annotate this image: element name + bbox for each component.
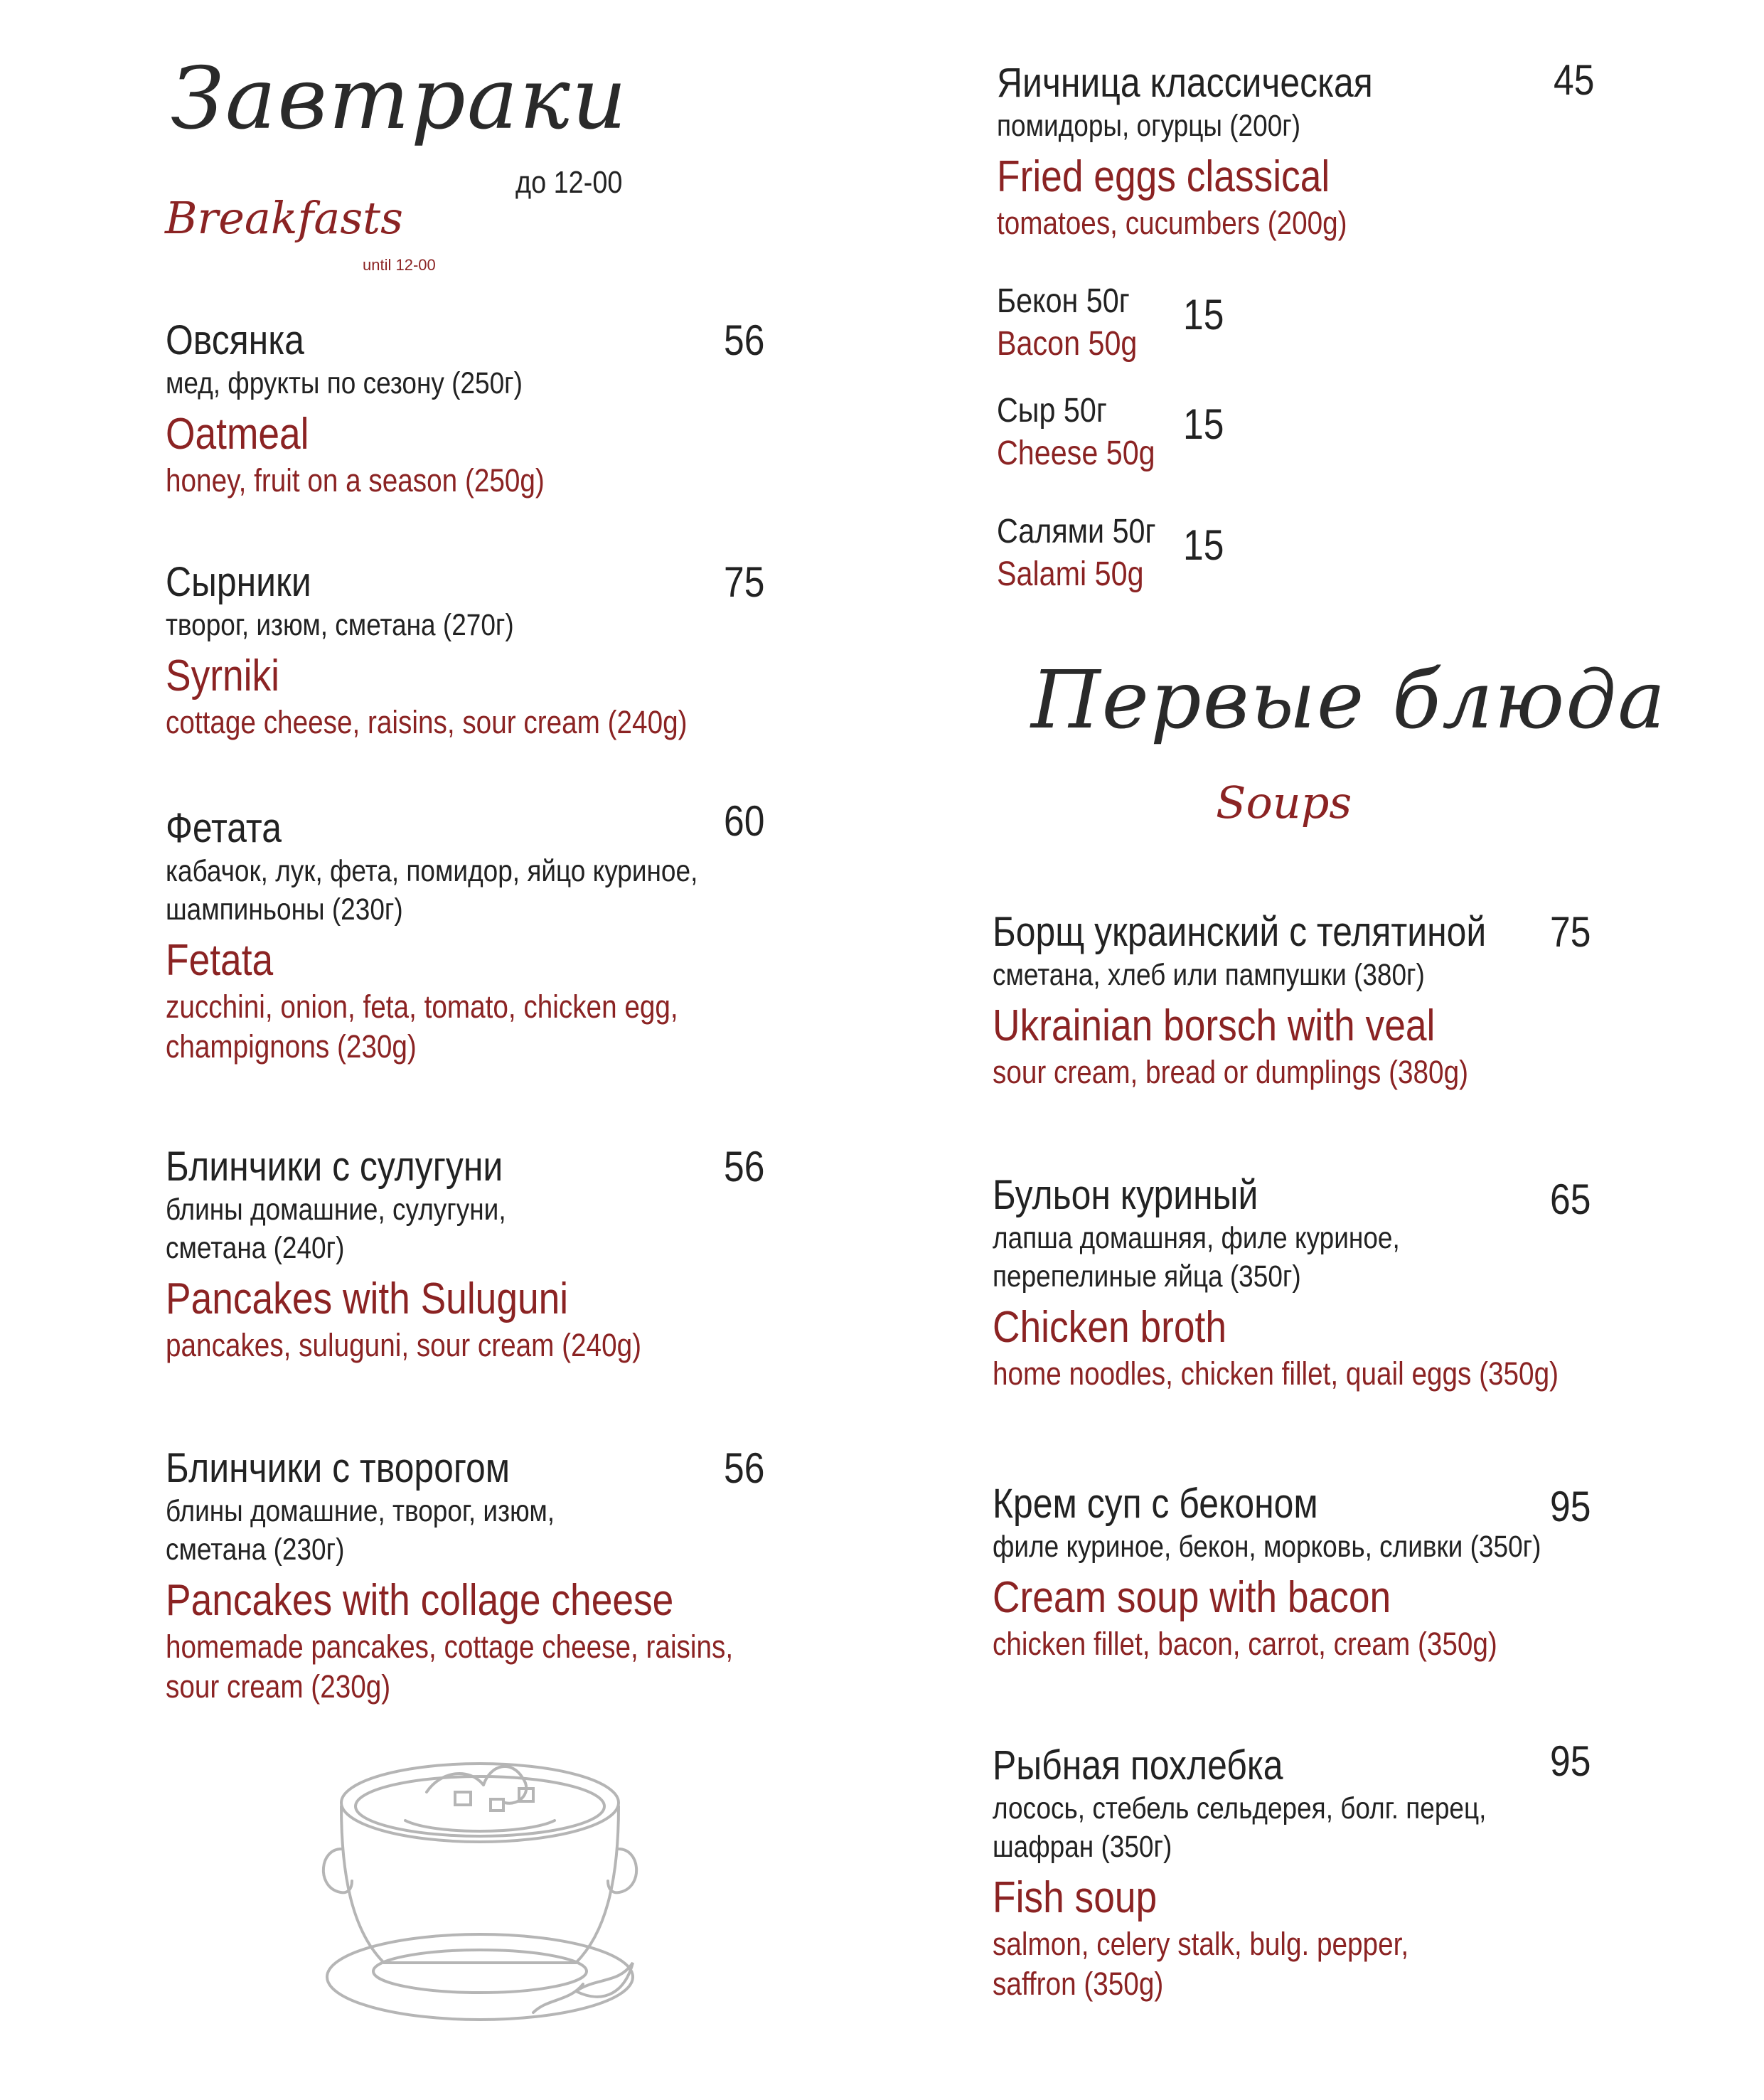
item-price: 56 [724,1444,765,1492]
item-price: 75 [1550,908,1591,956]
item-desc-en: home noodles, chicken fillet, quail eggs (350g) [993,1355,1559,1392]
addon-en: Salami 50g [997,555,1144,593]
menu-item-fried-eggs [997,60,1434,243]
menu-item-pancakes-suluguni [166,1144,719,1365]
item-title-en: Cream soup with bacon [993,1573,1391,1622]
item-price: 45 [1554,56,1595,104]
addon-price: 15 [1183,521,1224,569]
soup-pot-sketch-icon [320,1749,661,2034]
item-desc-ru: лосось, стебель сельдерея, болг. перец, шафран (350г) [993,1791,1487,1864]
item-title-en: Oatmeal [166,410,309,459]
item-price: 95 [1550,1737,1591,1785]
addon-ru: Салями 50г [997,513,1156,550]
item-title-ru: Блинчики с сулугуни [166,1144,503,1190]
item-desc-ru: кабачок, лук, фета, помидор, яйцо куриное, шампиньоны (230г) [166,854,698,927]
breakfasts-title-ru: Завтраки [171,50,629,149]
item-title-ru: Бульон куриный [993,1172,1258,1218]
addon-salami [997,511,1224,596]
item-title-en: Fetata [166,936,274,985]
item-desc-en: homemade pancakes, cottage cheese, raisins, sour cream (230g) [166,1629,734,1705]
menu-item-oatmeal [166,317,606,501]
item-desc-en: chicken fillet, bacon, carrot, cream (350g) [993,1626,1497,1662]
item-title-en: Pancakes with Suluguni [166,1274,569,1323]
item-desc-en: salmon, celery stalk, bulg. pepper, saffron (350g) [993,1926,1409,2002]
item-title-ru: Блинчики с творогом [166,1445,511,1491]
item-title-en: Pancakes with collage cheese [166,1576,674,1625]
addon-en: Cheese 50g [997,435,1155,472]
addon-price: 15 [1183,400,1224,448]
item-desc-ru: блины домашние, сулугуни, сметана (240г) [166,1193,506,1265]
menu-item-borsch [993,909,1566,1092]
item-desc-ru: блины домашние, творог, изюм, сметана (230г) [166,1494,555,1567]
item-desc-en: zucchini, onion, feta, tomato, chicken egg, champignons (230g) [166,988,678,1065]
item-price: 95 [1550,1483,1591,1530]
addon-bacon [997,280,1224,366]
item-price: 60 [724,797,765,845]
breakfasts-until-en: until 12-00 [363,256,436,274]
item-desc-ru: мед, фрукты по сезону (250г) [166,366,523,400]
item-desc-ru: лапша домашняя, филе куриное, перепелиные яйца (350г) [993,1221,1400,1294]
addon-cheese [997,390,1224,475]
item-desc-en: pancakes, suluguni, sour cream (240g) [166,1327,642,1363]
item-price: 56 [724,316,765,364]
item-desc-ru: сметана, хлеб или пампушки (380г) [993,958,1425,992]
addon-price: 15 [1183,291,1224,339]
menu-item-fetata [166,805,784,1067]
item-title-en: Syrniki [166,651,279,700]
soups-title-en: Soups [1216,777,1352,828]
item-desc-en: tomatoes, cucumbers (200g) [997,205,1347,241]
item-title-ru: Рыбная похлебка [993,1742,1283,1789]
item-title-en: Fried eggs classical [997,152,1330,201]
item-title-en: Ukrainian borsch with veal [993,1001,1436,1050]
item-price: 56 [724,1143,765,1190]
addon-ru: Бекон 50г [997,282,1130,320]
item-title-ru: Борщ украинский с телятиной [993,909,1487,955]
soups-title-ru: Первые блюда [1031,654,1667,747]
menu-item-syrniki [166,559,772,742]
item-desc-en: honey, fruit on a season (250g) [166,462,545,499]
item-desc-en: sour cream, bread or dumplings (380g) [993,1054,1468,1090]
addon-en: Bacon 50g [997,325,1138,363]
item-title-en: Fish soup [993,1873,1158,1922]
item-desc-ru: творог, изюм, сметана (270г) [166,608,514,642]
breakfasts-until-ru: до 12-00 [515,165,623,200]
item-price: 65 [1550,1176,1591,1223]
menu-item-fish-soup [993,1742,1567,2004]
item-desc-ru: филе куриное, бекон, морковь, сливки (350г) [993,1530,1541,1564]
item-desc-en: cottage cheese, raisins, sour cream (240g) [166,704,688,740]
menu-item-cream-soup [993,1481,1630,1664]
addon-ru: Сыр 50г [997,392,1107,430]
item-desc-ru: помидоры, огурцы (200г) [997,109,1301,143]
item-title-ru: Яичница классическая [997,60,1373,106]
item-price: 75 [724,558,765,606]
item-title-ru: Овсянка [166,317,304,363]
item-title-en: Chicken broth [993,1303,1226,1352]
item-title-ru: Сырники [166,559,311,605]
breakfasts-title-en: Breakfasts [165,192,403,244]
item-title-ru: Крем суп с беконом [993,1481,1318,1527]
item-title-ru: Фетата [166,805,282,851]
